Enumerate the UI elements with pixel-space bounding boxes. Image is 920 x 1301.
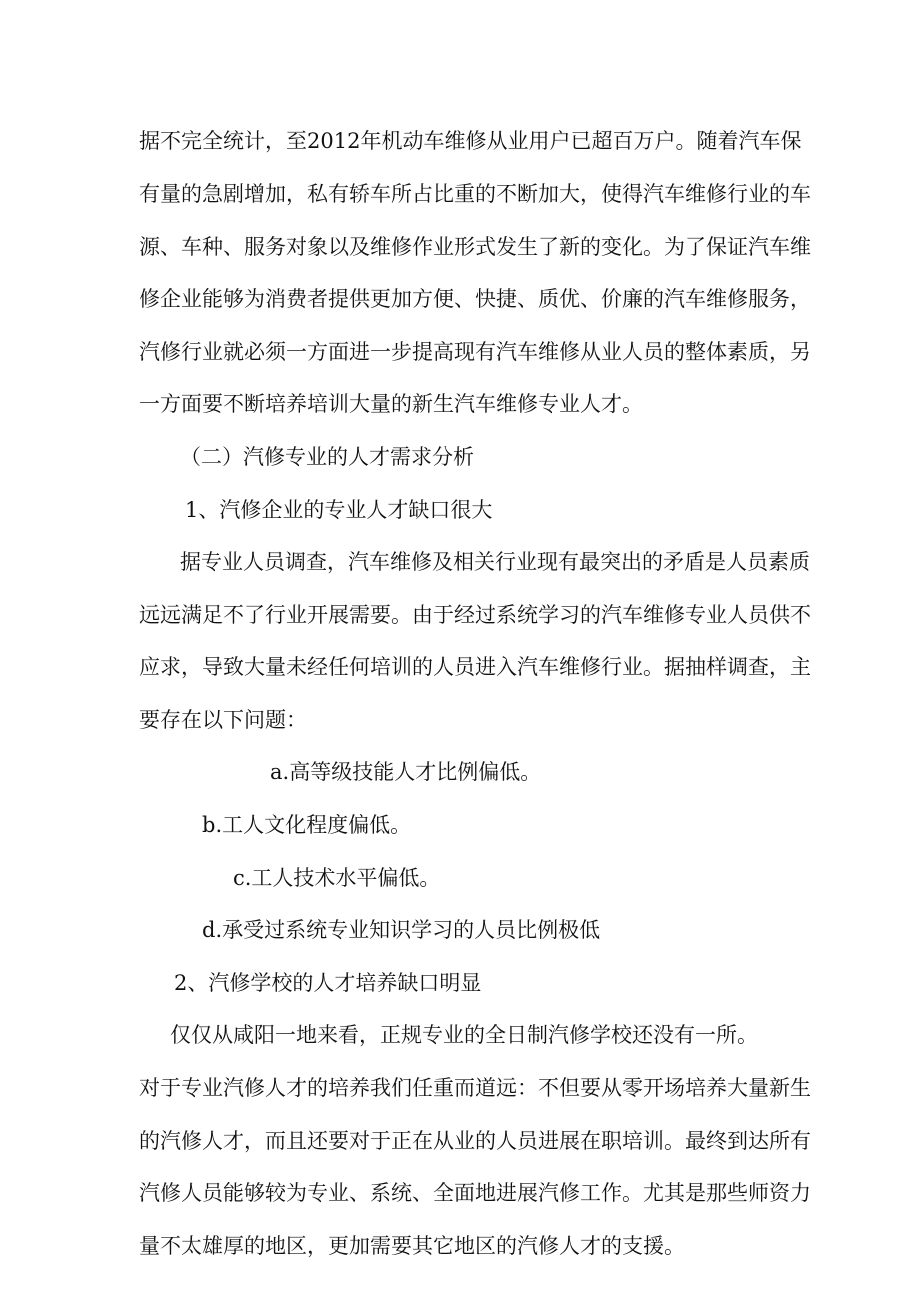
list-item: c.工人技术水平偏低。 <box>233 866 441 890</box>
paragraph-1-line: 汽修行业就必须一方面进一步提高现有汽车维修从业人员的整体素质，另 <box>139 340 811 364</box>
section-heading: （二）汽修专业的人才需求分析 <box>180 445 474 469</box>
paragraph-3-first-line: 仅仅从咸阳一地来看，正规专业的全日制汽修学校还没有一所。 <box>170 1023 758 1047</box>
paragraph-3-line: 对于专业汽修人才的培养我们任重而道远：不但要从零开场培养大量新生 <box>139 1076 811 1100</box>
paragraph-2-line: 远远满足不了行业开展需要。由于经过系统学习的汽车维修专业人员供不 <box>139 603 811 627</box>
list-item: a.高等级技能人才比例偏低。 <box>270 760 542 784</box>
subsection-2-heading: 2、汽修学校的人才培养缺口明显 <box>174 971 482 995</box>
subsection-1-heading: 1、汽修企业的专业人才缺口很大 <box>185 498 493 522</box>
paragraph-2-line: 要存在以下问题： <box>139 708 307 732</box>
paragraph-3-line: 汽修人员能够较为专业、系统、全面地进展汽修工作。尤其是那些师资力 <box>139 1181 811 1205</box>
paragraph-1-line: 修企业能够为消费者提供更加方便、快捷、质优、价廉的汽车维修服务， <box>139 287 811 311</box>
paragraph-3-line: 量不太雄厚的地区，更加需要其它地区的汽修人才的支援。 <box>139 1234 685 1258</box>
paragraph-1-line: 有量的急剧增加，私有轿车所占比重的不断加大，使得汽车维修行业的车 <box>139 182 811 206</box>
paragraph-1-line: 据不完全统计，至2012年机动车维修从业用户已超百万户。随着汽车保 <box>139 129 802 153</box>
list-item: d.承受过系统专业知识学习的人员比例极低 <box>202 918 601 942</box>
paragraph-2-line: 据专业人员调查，汽车维修及相关行业现有最突出的矛盾是人员素质 <box>180 550 810 574</box>
list-item: b.工人文化程度偏低。 <box>202 813 412 837</box>
paragraph-1-line: 一方面要不断培养培训大量的新生汽车维修专业人才。 <box>139 392 643 416</box>
paragraph-1-line: 源、车种、服务对象以及维修作业形式发生了新的变化。为了保证汽车维 <box>139 235 811 259</box>
paragraph-3-line: 的汽修人才，而且还要对于正在从业的人员进展在职培训。最终到达所有 <box>139 1129 811 1153</box>
paragraph-2-line: 应求，导致大量未经任何培训的人员进入汽车维修行业。据抽样调查，主 <box>139 655 811 679</box>
